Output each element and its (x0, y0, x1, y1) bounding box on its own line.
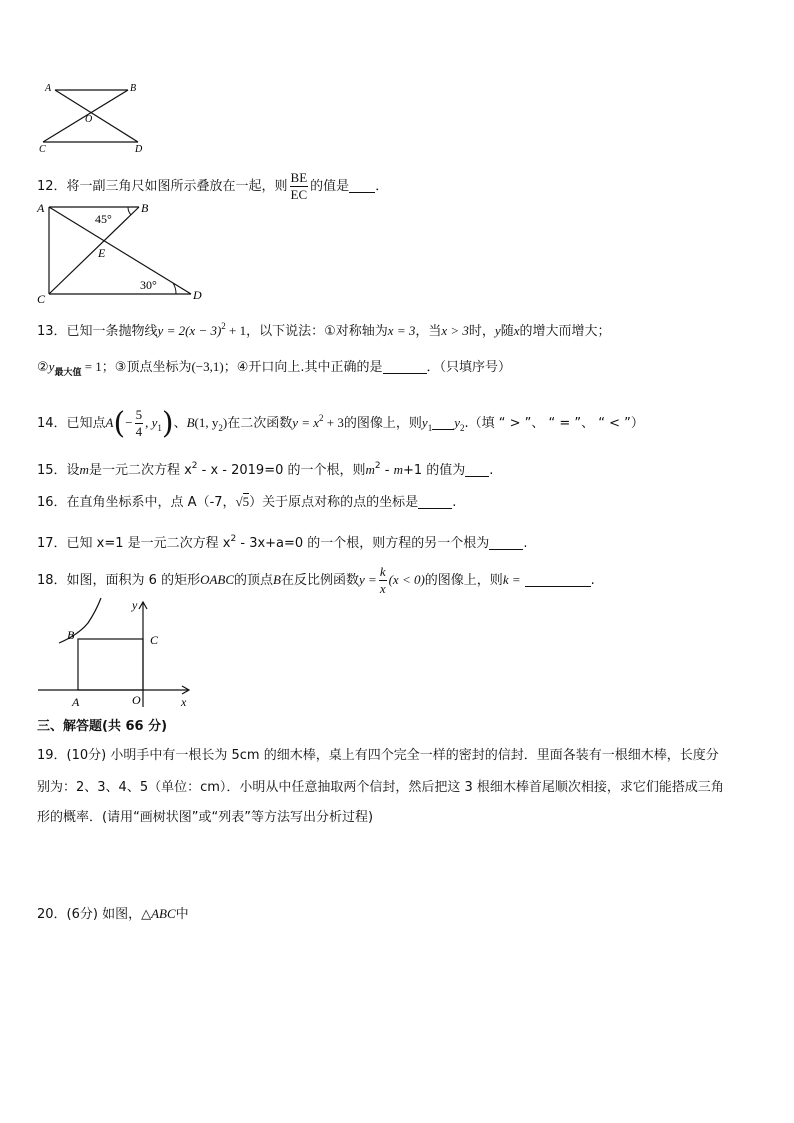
q18-fraction: $\frac{k}{x}$ (379, 564, 386, 596)
label-C: C (37, 292, 46, 305)
q12-text: 12．将一副三角尺如图所示叠放在一起，则 (37, 179, 288, 194)
label-B: B (67, 628, 75, 642)
answer-blank-16[interactable] (418, 494, 452, 509)
label-O: O (85, 114, 93, 125)
angle-30: 30° (140, 278, 157, 292)
question-18: 18．如图，面积为 6 的矩形OABC的顶点B在反比例函数y = $\frac{k}{x}$ (x < 0)的图像上，则k = . (37, 564, 595, 596)
sqrt-5: √5 (235, 494, 250, 509)
label-x: x (181, 695, 187, 709)
label-y: y (132, 598, 138, 612)
answer-blank-15[interactable] (465, 462, 489, 477)
label-C: C (150, 633, 159, 647)
label-B: B (130, 83, 137, 94)
question-14: 14．已知点A(− $\frac{5}{4}$ , $y_1$)、B(1, $y_2$)在二次函数$y = x^2 + 3$的图像上，则$y_1$ $y_2$.（填 “ > ”、 “ = ”、 “ < ”） (37, 406, 644, 441)
q14-fraction: $\frac{5}{4}$ (135, 407, 143, 439)
figure-q12 (33, 200, 213, 305)
question-19-line-1: 19．(10分) 小明手中有一根长为 5cm 的细木棒，桌上有四个完全一样的密封的信封．里面各装有一根细木棒，长度分 (37, 748, 719, 763)
label-D: D (135, 144, 143, 155)
question-16: 16．在直角坐标系中，点 A（-7，√5）关于原点对称的点的坐标是 . (37, 494, 457, 510)
figure-q11 (35, 80, 150, 155)
question-13-line-1: 13．已知一条抛物线$y = 2(x - 3)^2 + 1$，以下说法：①对称轴为x = 3，当x > 3时，y随x的增大而增大； (37, 321, 611, 339)
label-E: E (98, 246, 106, 260)
q12-fraction: $\frac{BE}{EC}$ (290, 170, 308, 202)
question-15: 15．设m是一元二次方程 $x^2 - x - 2019=0$ 的一个根，则$m^2 - m+1$ 的值为 . (37, 461, 494, 478)
label-A: A (37, 201, 45, 215)
answer-blank-12[interactable] (349, 178, 375, 193)
label-B: B (141, 201, 149, 215)
question-20: 20．(6分) 如图，△ABC中 (37, 906, 189, 922)
question-17: 17．已知 x=1 是一元二次方程 $x^2 - 3x+a=0$ 的一个根，则方程的另一个根为 . (37, 534, 528, 551)
answer-blank-14[interactable] (432, 415, 454, 430)
answer-blank-18[interactable] (525, 572, 591, 587)
angle-45: 45° (95, 212, 112, 226)
label-A: A (45, 83, 52, 94)
label-O: O (132, 693, 141, 707)
answer-blank-13[interactable] (383, 359, 427, 374)
question-19-line-2: 别为：2、3、4、5（单位：cm）．小明从中任意抽取两个信封，然后把这 3 根细木棒首尾顺次相接，求它们能搭成三角 (37, 780, 724, 795)
label-D: D (193, 288, 202, 302)
label-C: C (39, 144, 46, 155)
figure-q18 (36, 595, 196, 711)
question-19-line-3: 形的概率．(请用“画树状图”或“列表”等方法写出分析过程) (37, 810, 374, 825)
answer-blank-17[interactable] (489, 535, 523, 550)
question-13-line-2: $②y_{最大值} = 1$；③顶点坐标为(−3,1)；④开口向上.其中正确的是 ．（只填序号） (37, 359, 512, 378)
question-12: 12．将一副三角尺如图所示叠放在一起，则 $\frac{BE}{EC}$ 的值是 ． (37, 170, 389, 202)
label-A: A (72, 695, 80, 709)
section-heading: 三、解答题(共 66 分) (37, 719, 168, 734)
